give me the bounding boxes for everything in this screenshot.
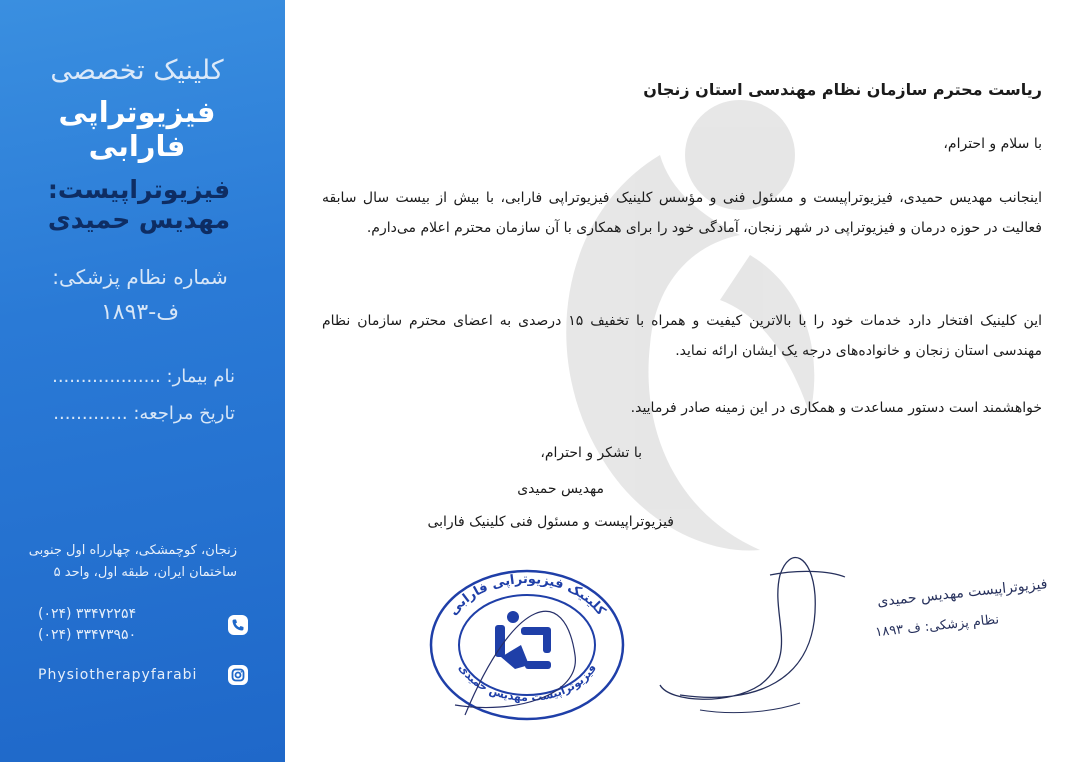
visit-date-field: تاریخ مراجعه: ............. [53, 403, 235, 424]
license-number: ف-۱۸۹۳ [100, 300, 179, 325]
stamp-ring-top: کلینیک فیزیوتراپی فارابی [445, 571, 609, 619]
signer-title: فیزیوتراپیست و مسئول فنی کلینیک فارابی [427, 514, 674, 530]
phone-number-1: (۰۲۴) ۳۳۴۷۲۲۵۴ [38, 606, 137, 622]
stamp-figure-icon [495, 611, 551, 669]
license-label: شماره نظام پزشکی: [52, 265, 228, 289]
signature-line-1: فیزیوتراپیست مهدیس حمیدی [876, 576, 1049, 611]
letter-paragraph-1: اینجانب مهدیس حمیدی، فیزیوتراپیست و مسئول فنی و مؤسس کلینیک فیزیوتراپی فارابی، با بیش از بیست سال سابقه فعالیت در حوزه درمان و فیزیوتراپی در شهر زنجان، آمادگی خود را برای همکاری با آن سازمان محترم اعلام می‌دارم. [322, 190, 1042, 236]
clinic-name-line2: فیزیوتراپی فارابی [58, 95, 216, 163]
stamp-ring-bottom: فیزیوتراپیست مهدیس حمیدی [455, 661, 600, 704]
letter-paragraph-2: این کلینیک افتخار دارد خدمات خود را با بالاترین کیفیت و همراه با تخفیف ۱۵ درصدی به اعضای محترم سازمان نظام مهندسی استان زنجان و خانواده‌های درجه یک ایشان ارائه نماید. [322, 313, 1042, 359]
letter-closing: با تشکر و احترام، [540, 445, 642, 461]
handwritten-signature [640, 535, 1049, 725]
letter-greeting: با سلام و احترام، [943, 136, 1042, 152]
phone-number-2: (۰۲۴) ۳۳۴۷۳۹۵۰ [38, 627, 137, 643]
instagram-icon [228, 665, 248, 685]
letter-addressee: ریاست محترم سازمان نظام مهندسی استان زنجان [643, 80, 1042, 99]
letter-paragraph-3: خواهشمند است دستور مساعدت و همکاری در این زمینه صادر فرمایید. [630, 400, 1042, 416]
signature-line-2: نظام پزشکی: ف ۱۸۹۳ [874, 612, 1000, 641]
instagram-handle: Physiotherapyfarabi [38, 666, 198, 683]
role-label: فیزیوتراپیست: [47, 175, 231, 204]
therapist-name: مهدیس حمیدی [47, 205, 231, 234]
clinic-sidebar [0, 0, 285, 762]
signer-name: مهدیس حمیدی [517, 481, 604, 497]
phone-numbers [38, 604, 216, 646]
instagram-row [38, 662, 248, 688]
clinic-address: زنجان، کوچمشکی، چهارراه اول جنوبی ساختمان ایران، طبقه اول، واحد ۵ [28, 543, 237, 580]
clinic-stamp [425, 565, 630, 725]
phone-icon [228, 615, 248, 635]
patient-name-field: نام بیمار: ................... [52, 366, 235, 387]
clinic-name-line1: کلینیک تخصصی [50, 55, 224, 86]
phone-row [38, 604, 248, 646]
